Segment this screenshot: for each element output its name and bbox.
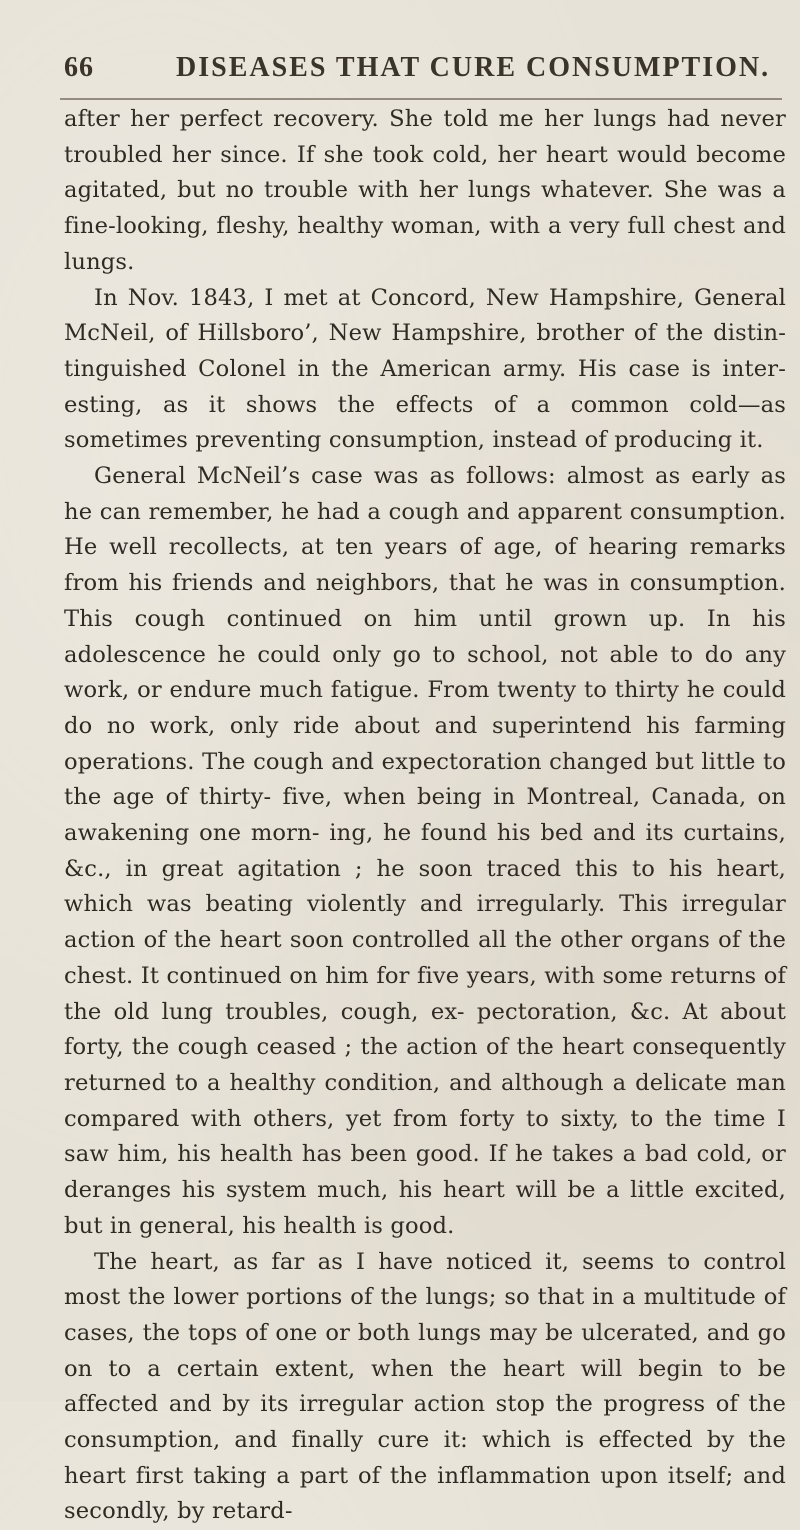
paragraph-4: The heart, as far as I have noticed it, seems to control most the lower portions of the lungs; so that in a multitude of cases, the tops of one or both lungs may be ulcerated, and go on to a certain extent, when the heart will begin to be affected and by its irregular action stop the progress of the consumption, and finally cure it: which is effected by the heart first taking a part of the inflammation upon itself; and secondly, by retard- [64, 1245, 786, 1530]
page-body [64, 102, 786, 1530]
paragraph-3: General McNeil’s case was as follows: almost as early as he can remember, he had a cough and apparent consumption. He well recollects, at ten years of age, of hearing remarks from his friends and neighbors, that he was in consumption. This cough continued on him until grown up. In his adolescence he could only go to school, not able to do any work, or endure much fatigue. From twenty to thirty he could do no work, only ride about and superintend his farming operations. The cough and expectoration changed but little to the age of thirty- five, when being in Montreal, Canada, on awakening one morn- ing, he found his bed and its curtains, &c., in great agitation ; he soon traced this to his heart, which was beating violently and irregularly. This irregular action of the heart soon controlled all the other organs of the chest. It continued on him for five years, with some returns of the old lung troubles, cough, ex- pectoration, &c. At about forty, the cough ceased ; the action of the heart consequently returned to a healthy condition, and although a delicate man compared with others, yet from forty to sixty, to the time I saw him, his health has been good. If he takes a bad cold, or deranges his system much, his heart will be a little excited, but in general, his health is good. [64, 459, 786, 1244]
paragraph-1: after her perfect recovery. She told me her lungs had never troubled her since. If she took cold, her heart would become agitated, but no trouble with her lungs whatever. She was a fine-looking, fleshy, healthy woman, with a very full chest and lungs. [64, 102, 786, 281]
paragraph-2: In Nov. 1843, I met at Concord, New Hampshire, General McNeil, of Hillsboro’, New Hampshire, brother of the distin- tinguished Colonel in the American army. His case is inter- esting, as it shows the effects of a common cold—as sometimes preventing consumption, instead of producing it. [64, 281, 786, 460]
running-head: DISEASES THAT CURE CONSUMPTION. [176, 52, 770, 84]
page-header [64, 52, 736, 92]
header-rule [60, 98, 782, 100]
page-number: 66 [64, 52, 94, 84]
